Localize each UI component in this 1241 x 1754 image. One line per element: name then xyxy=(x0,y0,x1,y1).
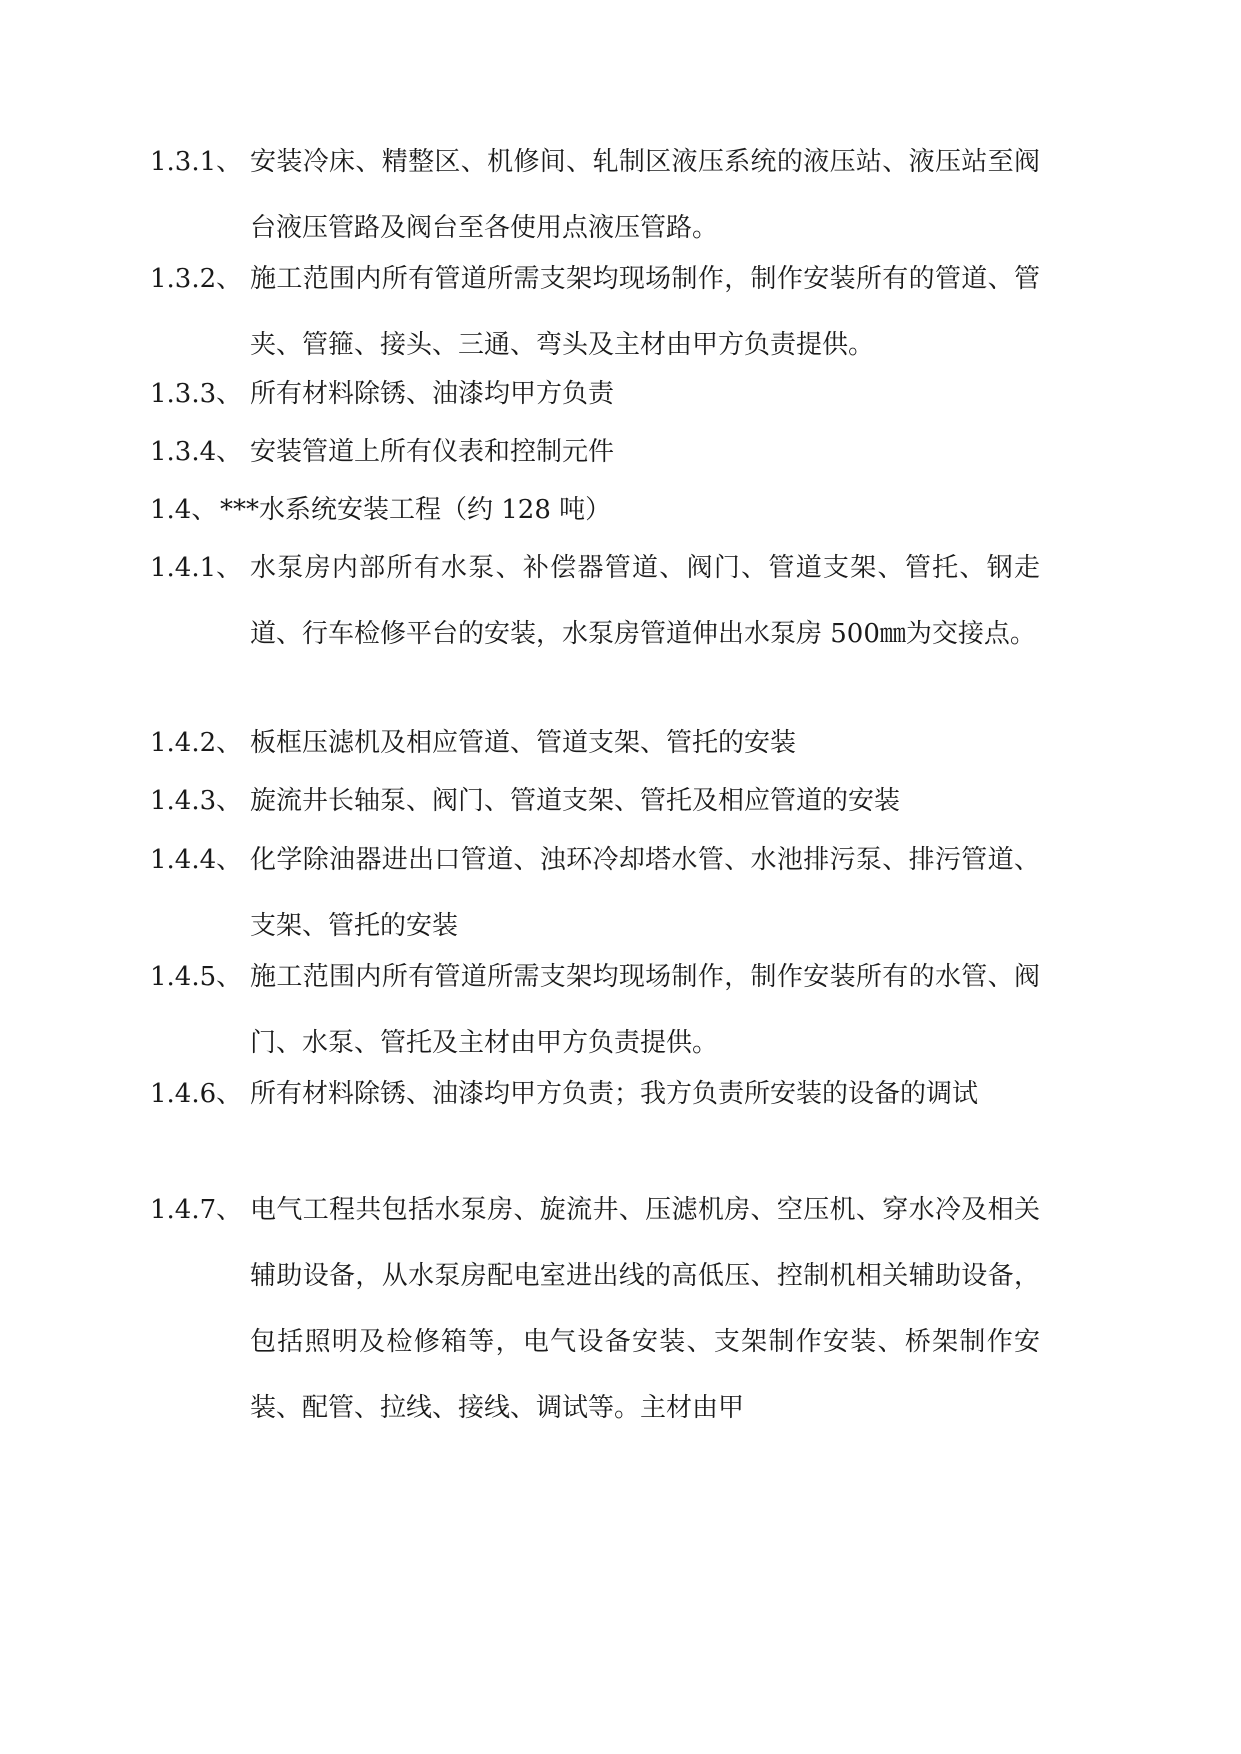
item-number: 1.4.6、 xyxy=(150,1079,243,1109)
item-text: 板框压滤机及相应管道、管道支架、管托的安装 xyxy=(250,728,797,758)
item-text: 化学除油器进出口管道、浊环冷却塔水管、水池排污泵、排污管道、支架、管托的安装 xyxy=(250,845,1040,941)
list-item xyxy=(150,1177,1110,1441)
item-number: 1.4.7、 xyxy=(150,1195,243,1225)
item-number: 1.4.5、 xyxy=(150,962,243,992)
list-item xyxy=(150,246,1110,378)
item-text: 安装冷床、精整区、机修间、轧制区液压系统的液压站、液压站至阀台液压管路及阀台至各使用点液压管路。 xyxy=(250,147,1040,243)
item-number: 1.4、 xyxy=(150,495,218,525)
list-item xyxy=(150,827,1110,959)
item-number: 1.4.1、 xyxy=(150,553,243,583)
item-text: 水泵房内部所有水泵、补偿器管道、阀门、管道支架、管托、钢走道、行车检修平台的安装，水泵房管道伸出水泵房 500㎜为交接点。 xyxy=(250,553,1040,649)
item-number: 1.3.1、 xyxy=(150,147,243,177)
list-item xyxy=(150,710,1110,776)
item-number: 1.3.4、 xyxy=(150,437,243,467)
item-text: 电气工程共包括水泵房、旋流井、压滤机房、空压机、穿水冷及相关辅助设备，从水泵房配电室进出线的高低压、控制机相关辅助设备，包括照明及检修箱等，电气设备安装、支架制作安装、桥架制作安装、配管、拉线、接线、调试等。主材由甲 xyxy=(250,1195,1040,1423)
item-text: 所有材料除锈、油漆均甲方负责 xyxy=(250,379,615,409)
item-text: 安装管道上所有仪表和控制元件 xyxy=(250,437,615,467)
item-number: 1.3.2、 xyxy=(150,264,243,294)
item-text: 旋流井长轴泵、阀门、管道支架、管托及相应管道的安装 xyxy=(250,786,901,816)
item-text: 施工范围内所有管道所需支架均现场制作，制作安装所有的水管、阀门、水泵、管托及主材由甲方负责提供。 xyxy=(250,962,1040,1058)
item-number: 1.4.2、 xyxy=(150,728,243,758)
item-number: 1.3.3、 xyxy=(150,379,243,409)
list-item xyxy=(150,768,1110,834)
item-text: ***水系统安装工程（约 128 吨） xyxy=(220,495,612,525)
list-item xyxy=(150,944,1110,1076)
item-text: 施工范围内所有管道所需支架均现场制作，制作安装所有的管道、管夹、管箍、接头、三通、弯头及主材由甲方负责提供。 xyxy=(250,264,1040,360)
list-item xyxy=(150,1061,1110,1127)
item-number: 1.4.3、 xyxy=(150,786,243,816)
item-text: 所有材料除锈、油漆均甲方负责；我方负责所安装的设备的调试 xyxy=(250,1079,979,1109)
item-number: 1.4.4、 xyxy=(150,845,243,875)
list-item xyxy=(150,419,1110,485)
list-item xyxy=(150,535,1110,667)
section-heading xyxy=(150,477,1110,543)
list-item xyxy=(150,361,1110,427)
list-item xyxy=(150,129,1110,261)
